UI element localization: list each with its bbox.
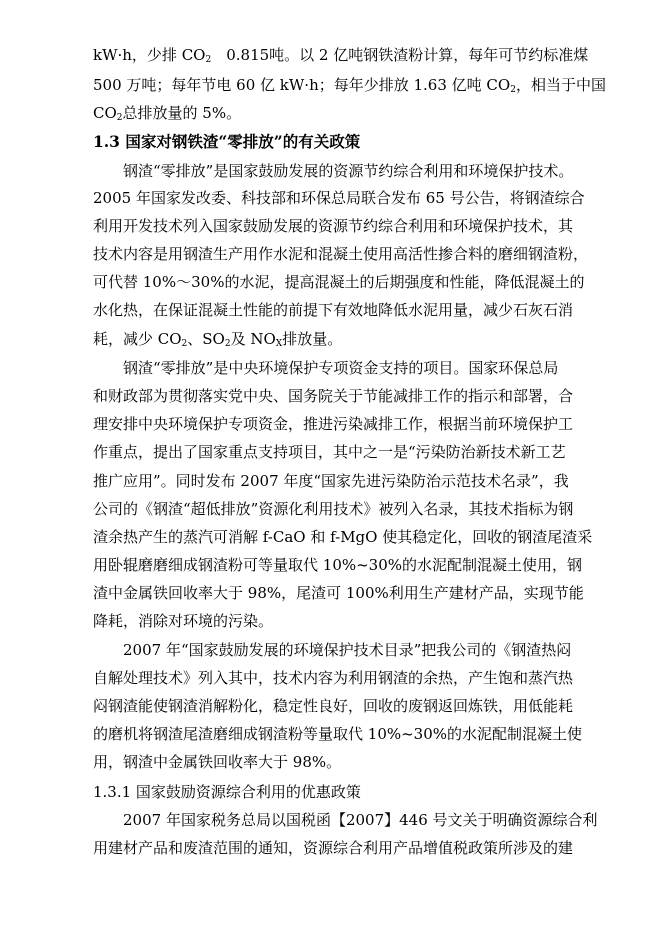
text-segment: 推广应用”。同时发布 2007 年度“国家先进污染防治示范技术名录”，我: [93, 472, 569, 490]
text-line: [93, 103, 573, 123]
text-line: [93, 414, 573, 434]
text-segment: 排放量。: [282, 330, 343, 348]
text-segment: 、SO: [187, 330, 225, 348]
text-segment: 钢渣“零排放”是中央环境保护专项资金支持的项目。国家环保总局: [123, 359, 559, 377]
text-line: [93, 640, 573, 660]
text-line: [93, 611, 573, 631]
text-segment: 2007 年“国家鼓励发展的环境保护技术目录”把我公司的《钢渣热闷: [123, 641, 572, 659]
text-segment: 总排放量的 5%。: [122, 104, 242, 122]
subscript: 2: [116, 113, 123, 123]
text-line: [93, 75, 606, 95]
text-line: [93, 696, 573, 716]
text-segment: 2007 年国家税务总局以国税函【2007】446 号文关于明确资源综合利: [123, 811, 598, 829]
text-line: [93, 161, 573, 181]
text-segment: 用卧辊磨磨细成钢渣粉可等量取代 10%~30%的水泥配制混凝土使用，钢: [93, 556, 583, 574]
subscript: 2: [510, 85, 516, 95]
subscript: X: [275, 339, 283, 349]
text-segment: 500 万吨；每年节电 60 亿 kW·h；每年少排放 1.63 亿吨 CO: [93, 76, 511, 94]
text-line: [93, 216, 573, 236]
text-line: [93, 386, 573, 406]
text-segment: CO: [93, 104, 117, 122]
text-segment: 1.3.1 国家鼓励资源综合利用的优惠政策: [93, 783, 361, 801]
text-segment: 及 NO: [230, 330, 276, 348]
text-segment: 耗，减少 CO: [93, 330, 182, 348]
text-segment: 公司的《钢渣“超低排放”资源化利用技术》被列入名录，其技术指标为钢: [93, 500, 574, 518]
section-heading: [93, 132, 573, 152]
text-segment: 技术内容是用钢渣生产用作水泥和混凝土使用高活性掺合料的磨细钢渣粉，: [93, 245, 589, 263]
text-line: [93, 45, 589, 65]
text-segment: 利用开发技术列入国家鼓励发展的资源节约综合利用和环境保护技术，其: [93, 217, 574, 235]
text-line: [93, 272, 585, 292]
text-segment: 可代替 10%～30%的水泥，提高混凝土的后期强度和性能，降低混凝土的: [93, 273, 585, 291]
text-segment: 用建材产品和废渣范围的通知，资源综合利用产品增值税政策所涉及的建: [93, 839, 574, 857]
text-line: [93, 782, 573, 802]
text-segment: 的磨机将钢渣尾渣磨细成钢渣粉等量取代 10%~30%的水泥配制混凝土使: [93, 725, 583, 743]
text-segment: ，相当于中国: [515, 76, 606, 94]
text-segment: 渣中金属铁回收率大于 98%，尾渣可 100%利用生产建材产品，实现节能: [93, 584, 584, 602]
text-line: [93, 244, 589, 264]
text-line: [93, 471, 573, 491]
text-segment: 用，钢渣中金属铁回收率大于 98%。: [93, 753, 342, 771]
text-line: [93, 300, 573, 320]
text-line: [93, 188, 585, 208]
text-segment: kW·h，少排 CO: [93, 46, 206, 64]
text-segment: 钢渣“零排放”是国家鼓励发展的资源节约综合利用和环境保护技术。: [123, 162, 574, 180]
text-line: [93, 752, 573, 772]
subscript: 2: [224, 339, 231, 349]
text-segment: 自解处理技术》列入其中，技术内容为利用钢渣的余热，产生饱和蒸汽热: [93, 669, 574, 687]
text-segment: 水化热，在保证混凝土性能的前提下有效地降低水泥用量，减少石灰石消: [93, 301, 574, 319]
text-line: [93, 358, 573, 378]
text-line: [93, 555, 583, 575]
text-line: [93, 724, 583, 744]
text-segment: 闷钢渣能使钢渣消解粉化，稳定性良好，回收的废钢返回炼铁，用低能耗: [93, 697, 574, 715]
text-line: [93, 499, 573, 519]
text-segment: 降耗，消除对环境的污染。: [93, 612, 274, 630]
text-segment: 和财政部为贯彻落实党中央、国务院关于节能减排工作的指示和部署，合: [93, 387, 574, 405]
text-line: [93, 442, 573, 462]
text-line: [93, 329, 573, 349]
text-segment: 1.3 国家对钢铁渣“零排放”的有关政策: [93, 132, 361, 151]
text-line: [93, 583, 584, 603]
text-line: [93, 838, 573, 858]
text-line: [93, 810, 598, 830]
subscript: 2: [181, 339, 188, 349]
text-segment: 作重点，提出了国家重点支持项目，其中之一是“污染防治新技术新工艺: [93, 443, 566, 461]
text-line: [93, 668, 573, 688]
text-segment: 2005 年国家发改委、科技部和环保总局联合发布 65 号公告，将钢渣综合: [93, 189, 585, 207]
subscript: 2: [205, 55, 212, 65]
text-line: [93, 527, 593, 547]
text-segment: 渣余热产生的蒸汽可消解 f-CaO 和 f-MgO 使其稳定化，回收的钢渣尾渣采: [93, 528, 593, 546]
text-segment: 理安排中央环境保护专项资金，推进污染减排工作，根据当前环境保护工: [93, 415, 574, 433]
text-segment: 0.815吨。以 2 亿吨钢铁渣粉计算，每年可节约标准煤: [211, 46, 589, 64]
